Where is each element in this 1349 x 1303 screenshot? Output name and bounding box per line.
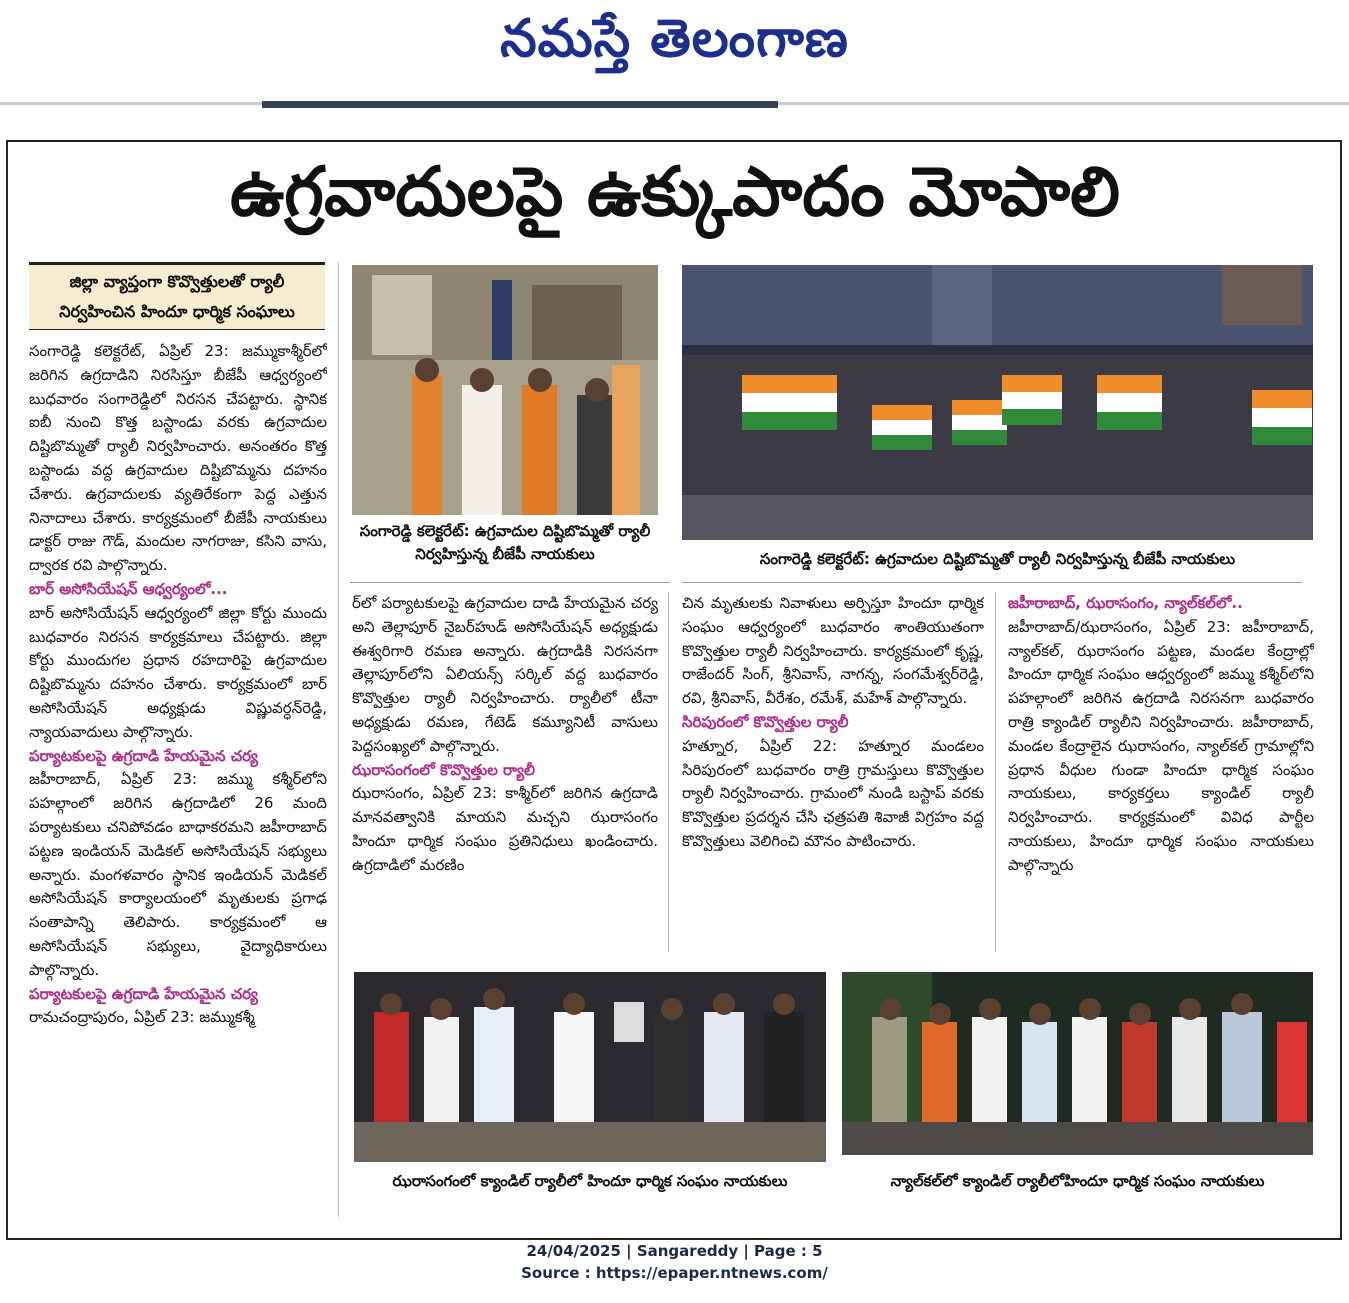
column-1 bbox=[29, 340, 327, 1210]
subhead-tourists-attack: పర్యాటకులపై ఉగ్రదాడి హేయమైన చర్య bbox=[29, 746, 258, 765]
kicker-line-2: నిర్వహించిన హిందూ ధార్మిక సంఘాలు bbox=[59, 302, 295, 321]
footer bbox=[0, 1240, 1349, 1284]
column-2-para-1: ర్‌లో పర్యాటకులపై ఉగ్రవాదుల దాడి హేయమైన చర్య అని తెల్లాపూర్ నైబర్‌హుడ్ అసోసియేషన్ అధ్యక్షుడు ఈశ్వరిగారి రమణ అన్నారు. ఉగ్రదాడికి నిరసనగా తెల్లాపూర్‌లోని ఏలియన్స్ సర్కిల్ వద్ద బుధవారం కొవ్వొత్తుల ర్యాలీ నిర్వహించారు. ర్యాలీలో టీనా అధ్యక్షుడు రమణ, గేటెడ్ కమ్యూనిటీ వాసులు పెద్దసంఖ్యలో పాల్గొన్నారు. bbox=[352, 594, 658, 755]
column-3-para-1: చిన మృతులకు నివాళులు అర్పిస్తూ హిందూ ధార్మిక సంఘం ఆధ్వర్యంలో బుధవారం శాంతియుతంగా కొవ్వొత్తుల ర్యాలీ నిర్వహించారు. కార్యక్రమంలో కృష్ణ, రాజేందర్ సింగ్, శ్రీనివాస్, నాగన్న, సంగమేశ్వర్‌రెడ్డి, రవి, శ్రీనివాస్, వీరేశం, రమేశ్, మహేశ్ పాల్గొన్నారు. bbox=[682, 594, 984, 708]
kicker-line-1: జిల్లా వ్యాప్తంగా కొవ్వొత్తులతో ర్యాలీ bbox=[69, 272, 285, 291]
column-4 bbox=[1008, 592, 1314, 952]
subhead-siripuram-rally: సిరిపురంలో కొవ్వొత్తుల ర్యాలీ bbox=[682, 712, 849, 731]
photo-effigy-rally bbox=[352, 265, 658, 515]
photo-candle-rally-jharasangam bbox=[354, 972, 826, 1162]
caption-photo-4: న్యాల్‌కల్‌లో క్యాండిల్ ర్యాలీలోహిందూ ధార్మిక సంఘం నాయకులు bbox=[890, 1172, 1265, 1190]
newspaper-logo: నమస్తే తెలంగాణ bbox=[500, 8, 849, 69]
kicker-box bbox=[29, 262, 325, 330]
column-divider bbox=[338, 262, 339, 1217]
column-3-para-2: హత్నూర, ఏప్రిల్ 22: హత్నూర మండలం సిరిపురంలో బుధవారం రాత్రి గ్రామస్తులు కొవ్వొత్తుల ర్యాలీ నిర్వహించారు. గ్రామంలో నుండి బస్టాప్ వరకు కొవ్వొత్తుల ప్రదర్శన చేసి ఛత్రపతి శివాజీ విగ్రహం వద్ద కొవ్వొత్తులు వెలిగించి మౌనం పాటించారు. bbox=[682, 736, 984, 850]
column-3 bbox=[682, 592, 984, 952]
subhead-zaheerabad: జహీరాబాద్, ఝరాసంగం, న్యాల్‌కల్‌లో.. bbox=[1008, 594, 1243, 612]
caption-photo-3: ఝరాసంగంలో క్యాండిల్ ర్యాలీలో హిందూ ధార్మిక సంఘం నాయకులు bbox=[392, 1172, 788, 1190]
headline: ఉగ్రవాదులపై ఉక్కుపాదం మోపాలి bbox=[230, 153, 1120, 232]
subhead-bar-association: బార్ అసోసియేషన్ ఆధ్వర్యంలో... bbox=[29, 579, 228, 598]
column-1-intro: సంగారెడ్డి కలెక్టరేట్, ఏప్రిల్ 23: జమ్ముకాశ్మీర్‌లో జరిగిన ఉగ్రదాడిని నిరసిస్తూ బీజేపీ ఆధ్వర్యంలో బుధవారం సంగారెడ్డిలో నిరసన చేపట్టారు. స్థానిక ఐబీ నుంచి కొత్త బస్టాండు వరకు ఉగ్రవాదుల దిష్టిబొమ్మతో ర్యాలీ నిర్వహించారు. అనంతరం కొత్త బస్టాండు వద్ద ఉగ్రవాదుల దిష్టిబొమ్మను దహనం చేశారు. ఉగ్రవాదులకు వ్యతిరేకంగా పెద్ద ఎత్తున నినాదాలు చేశారు. కార్యక్రమంలో బీజేపీ నాయకులు డాక్టర్ రాజు గౌడ్, మందుల నాగరాజు, కసిని వాసు, ద్వారక రవి పాల్గొన్నారు. bbox=[29, 342, 327, 575]
subhead-jharasangam-rally: ఝరాసంగంలో కొవ్వొత్తుల ర్యాలీ bbox=[352, 760, 535, 779]
footer-source: Source : https://epaper.ntnews.com/ bbox=[521, 1264, 828, 1282]
column-4-para-1: జహీరాబాద్/ఝరాసంగం, ఏప్రిల్ 23: జహీరాబాద్, న్యాల్‌కల్, ఝరాసంగం పట్టణ, మండల కేంద్రాల్లో హిందూ ధార్మిక సంఘం ఆధ్వర్యంలో జమ్ము కశ్మీర్‌లోని పహల్గాంలో జరిగిన ఉగ్రదాడి నిరసనగా బుధవారం రాత్రి క్యాండిల్ ర్యాలీని నిర్వహించారు. జహీరాబాద్, మండల కేంద్రాలైన ఝరాసంగం, న్యాల్‌కల్ గ్రామాల్లోని ప్రధాన వీధుల గుండా హిందూ ధార్మిక సంఘం నాయకులు, కార్యకర్తలు క్యాండిల్ ర్యాలీ నిర్వహించారు. కార్యక్రమంలో వివిధ పార్టీల నాయకులు, హిందూ ధార్మిక సంఘం నాయకులు పాల్గొన్నారు bbox=[1008, 617, 1314, 874]
photo-candle-rally-nyalkal bbox=[842, 972, 1313, 1155]
column-2 bbox=[352, 592, 658, 952]
footer-date-page: 24/04/2025 | Sangareddy | Page : 5 bbox=[526, 1242, 823, 1260]
caption-rule-1 bbox=[350, 582, 670, 583]
caption-rule-2 bbox=[682, 582, 1302, 583]
column-1-para-2: జహీరాబాద్, ఏప్రిల్ 23: జమ్ము కశ్మీర్‌లోని పహల్గాంలో జరిగిన ఉగ్రదాడిలో 26 మంది పర్యాటకులు చనిపోవడం బాధాకరమని జహీరాబాద్ పట్టణ ఇండియన్ మెడికల్ అసోసియేషన్ సభ్యులు అన్నారు. మంగళవారం స్థానిక ఇండియన్ మెడికల్ అసోసియేషన్ కార్యాలయంలో మృతులకు ప్రగాఢ సంతాపాన్ని తెలిపారు. కార్యక్రమంలో ఆ అసోసియేషన్ సభ్యులు, వైద్యాధికారులు పాల్గొన్నారు. bbox=[29, 770, 327, 979]
masthead-accent-rule bbox=[262, 101, 778, 108]
subhead-tourists-attack-2: పర్యాటకులపై ఉగ్రదాడి హేయమైన చర్య bbox=[29, 984, 258, 1003]
column-1-para-3: రామచంద్రాపురం, ఏప్రిల్ 23: జమ్ముకశ్మీ bbox=[29, 1008, 255, 1027]
photo-flag-rally bbox=[682, 265, 1313, 540]
masthead bbox=[0, 0, 1349, 100]
column-divider bbox=[995, 592, 996, 952]
column-2-para-2: ఝరాసంగం, ఏప్రిల్ 23: కాశ్మీర్‌లో జరిగిన ఉగ్రదాడి మానవత్వానికి మాయని మచ్చని ఝరాసంగం హిందూ ధార్మిక సంఘం ప్రతినిధులు ఖండించారు. ఉగ్రదాడిలో మరణిం bbox=[352, 784, 658, 874]
column-divider bbox=[668, 592, 669, 952]
caption-photo-1: సంగారెడ్డి కలెక్టరేట్: ఉగ్రవాదుల దిష్టిబొమ్మతో ర్యాలీ నిర్వహిస్తున్న బీజేపీ నాయకులు bbox=[359, 522, 651, 563]
column-1-para-1: బార్ అసోసియేషన్ ఆధ్వర్యంలో జిల్లా కోర్టు ముందు బుధవారం నిరసన కార్యక్రమాలు చేపట్టారు. జిల్లా కోర్టు ముందుగల ప్రధాన రహదారిపై ఉగ్రవాదుల దిష్టిబొమ్మను దహనం చేశారు. కార్యక్రమంలో బార్ అసోసియేషన్ అధ్యక్షుడు విష్ణువర్ధన్‌రెడ్డి, న్యాయవాదులు పాల్గొన్నారు. bbox=[29, 603, 327, 741]
caption-photo-2: సంగారెడ్డి కలెక్టరేట్: ఉగ్రవాదుల దిష్టిబొమ్మతో ర్యాలీ నిర్వహిస్తున్న బీజేపీ నాయకులు bbox=[759, 550, 1236, 568]
